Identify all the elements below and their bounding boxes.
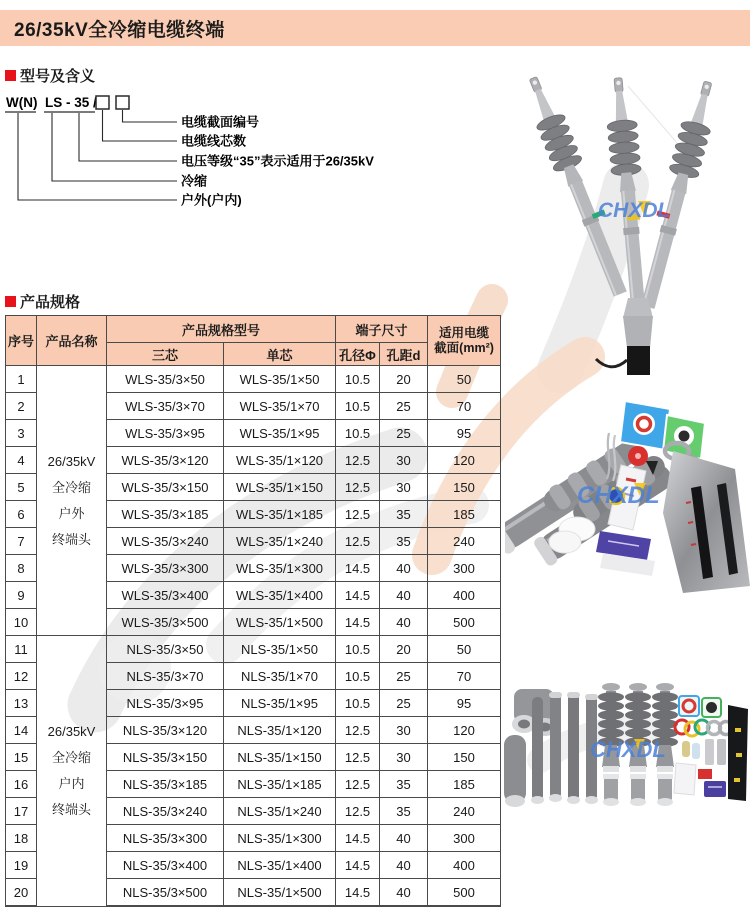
cell-hole-distance: 35 — [380, 501, 428, 528]
cell-hole-diameter: 14.5 — [336, 582, 380, 609]
cell-hole-diameter: 14.5 — [336, 555, 380, 582]
cell-index: 5 — [6, 474, 37, 501]
col-header-single-core: 单芯 — [224, 343, 336, 366]
brand-logo-watermark: CHXDL — [590, 737, 666, 762]
cell-three-core-model: NLS-35/3×50 — [107, 636, 224, 663]
cell-cable-section: 240 — [428, 798, 501, 825]
cell-single-core-model: WLS-35/1×185 — [224, 501, 336, 528]
cell-single-core-model: WLS-35/1×150 — [224, 474, 336, 501]
connector-line — [79, 113, 177, 161]
cell-three-core-model: NLS-35/3×70 — [107, 663, 224, 690]
col-header-section-line1: 适用电缆 — [439, 325, 490, 340]
slim-tubes — [531, 692, 598, 804]
model-label-3: 冷缩 — [181, 173, 208, 189]
cell-cable-section: 240 — [428, 528, 501, 555]
cell-three-core-model: NLS-35/3×120 — [107, 717, 224, 744]
cell-cable-section: 150 — [428, 744, 501, 771]
cell-cable-section: 500 — [428, 879, 501, 907]
cell-index: 11 — [6, 636, 37, 663]
cell-cable-section: 50 — [428, 636, 501, 663]
cell-index: 12 — [6, 663, 37, 690]
cell-three-core-model: WLS-35/3×500 — [107, 609, 224, 636]
cell-hole-diameter: 10.5 — [336, 690, 380, 717]
connector-line — [123, 110, 178, 122]
cell-hole-distance: 40 — [380, 582, 428, 609]
cell-hole-distance: 40 — [380, 825, 428, 852]
cell-index: 9 — [6, 582, 37, 609]
cell-three-core-model: WLS-35/3×150 — [107, 474, 224, 501]
cell-single-core-model: NLS-35/1×240 — [224, 798, 336, 825]
cell-hole-diameter: 12.5 — [336, 744, 380, 771]
col-header-name: 产品名称 — [37, 316, 107, 366]
cell-three-core-model: WLS-35/3×300 — [107, 555, 224, 582]
tape-roll-core — [679, 431, 690, 442]
cell-hole-diameter: 10.5 — [336, 663, 380, 690]
model-label-2: 电压等级“35”表示适用于26/35kV — [181, 153, 374, 169]
cell-hole-diameter: 12.5 — [336, 447, 380, 474]
cell-hole-diameter: 12.5 — [336, 528, 380, 555]
spec-section-title-text: 产品规格 — [20, 294, 81, 311]
coiled-tubes — [504, 689, 557, 807]
model-code-box1 — [96, 96, 109, 109]
cell-hole-distance: 30 — [380, 447, 428, 474]
product-name-cell: 26/35kV 全冷缩 户外 终端头 — [37, 366, 107, 636]
cell-three-core-model: NLS-35/3×95 — [107, 690, 224, 717]
cell-cable-section: 70 — [428, 663, 501, 690]
cell-hole-distance: 20 — [380, 366, 428, 393]
brand-logo-watermark: CHXDL — [598, 199, 671, 222]
cell-hole-distance: 25 — [380, 690, 428, 717]
cell-cable-section: 120 — [428, 717, 501, 744]
model-code-diagram — [0, 85, 520, 217]
cell-index: 3 — [6, 420, 37, 447]
cell-cable-section: 70 — [428, 393, 501, 420]
cell-hole-distance: 35 — [380, 528, 428, 555]
connector-line — [52, 113, 177, 181]
col-header-no: 序号 — [6, 316, 37, 366]
cell-index: 4 — [6, 447, 37, 474]
cell-hole-distance: 35 — [380, 771, 428, 798]
connector-line — [18, 113, 177, 200]
cell-three-core-model: WLS-35/3×400 — [107, 582, 224, 609]
cell-single-core-model: WLS-35/1×50 — [224, 366, 336, 393]
cell-single-core-model: NLS-35/1×50 — [224, 636, 336, 663]
cell-single-core-model: NLS-35/1×185 — [224, 771, 336, 798]
model-label-0: 电缆截面编号 — [181, 114, 260, 130]
spec-table-head — [6, 316, 501, 366]
model-code-box2 — [116, 96, 129, 109]
cell-single-core-model: WLS-35/1×120 — [224, 447, 336, 474]
cell-single-core-model: WLS-35/1×95 — [224, 420, 336, 447]
col-header-spec-group: 产品规格型号 — [107, 316, 336, 343]
model-section-title-text: 型号及含义 — [20, 68, 96, 85]
cell-single-core-model: NLS-35/1×400 — [224, 852, 336, 879]
cell-hole-distance: 20 — [380, 636, 428, 663]
cell-single-core-model: NLS-35/1×120 — [224, 717, 336, 744]
cell-hole-distance: 30 — [380, 744, 428, 771]
cell-hole-diameter: 10.5 — [336, 420, 380, 447]
cell-index: 7 — [6, 528, 37, 555]
cell-single-core-model: NLS-35/1×150 — [224, 744, 336, 771]
cell-cable-section: 150 — [428, 474, 501, 501]
ground-wire — [596, 359, 627, 367]
cell-index: 14 — [6, 717, 37, 744]
cell-single-core-model: WLS-35/1×240 — [224, 528, 336, 555]
spec-table — [5, 315, 501, 907]
cell-cable-section: 95 — [428, 690, 501, 717]
connector-line — [103, 110, 178, 141]
cell-index: 18 — [6, 825, 37, 852]
cell-three-core-model: NLS-35/3×400 — [107, 852, 224, 879]
model-section-title — [5, 65, 95, 86]
cell-three-core-model: NLS-35/3×185 — [107, 771, 224, 798]
brand-logo-watermark: CHXDL — [577, 482, 660, 509]
cell-cable-section: 400 — [428, 582, 501, 609]
col-header-three-core: 三芯 — [107, 343, 224, 366]
cell-index: 13 — [6, 690, 37, 717]
cell-hole-distance: 30 — [380, 717, 428, 744]
col-header-hole-dia: 孔径Φ — [336, 343, 380, 366]
cell-hole-distance: 35 — [380, 798, 428, 825]
cell-single-core-model: NLS-35/1×300 — [224, 825, 336, 852]
cell-hole-distance: 40 — [380, 555, 428, 582]
cell-index: 10 — [6, 609, 37, 636]
cell-hole-diameter: 14.5 — [336, 879, 380, 907]
model-code-mid: LS - 35 / — [45, 95, 97, 110]
cell-three-core-model: NLS-35/3×150 — [107, 744, 224, 771]
cell-single-core-model: NLS-35/1×70 — [224, 663, 336, 690]
cell-index: 20 — [6, 879, 37, 907]
cell-hole-distance: 30 — [380, 474, 428, 501]
cell-hole-diameter: 14.5 — [336, 825, 380, 852]
cell-hole-diameter: 10.5 — [336, 366, 380, 393]
cell-single-core-model: NLS-35/1×95 — [224, 690, 336, 717]
indoor-kit-photo — [498, 683, 750, 808]
cell-hole-distance: 25 — [380, 420, 428, 447]
page-title: 26/35kV全冷缩电缆终端 — [14, 19, 225, 41]
outdoor-termination-photo — [500, 70, 750, 375]
cell-index: 6 — [6, 501, 37, 528]
cell-hole-diameter: 14.5 — [336, 852, 380, 879]
cell-hole-distance: 25 — [380, 393, 428, 420]
model-label-1: 电缆线芯数 — [181, 133, 247, 149]
box-print — [626, 479, 636, 481]
table-row — [6, 366, 501, 393]
cell-index: 17 — [6, 798, 37, 825]
cell-three-core-model: WLS-35/3×50 — [107, 366, 224, 393]
cell-hole-diameter: 10.5 — [336, 393, 380, 420]
cell-three-core-model: NLS-35/3×300 — [107, 825, 224, 852]
cell-hole-diameter: 12.5 — [336, 501, 380, 528]
cell-three-core-model: NLS-35/3×240 — [107, 798, 224, 825]
red-tape-hole — [635, 453, 641, 459]
cell-hole-diameter: 12.5 — [336, 771, 380, 798]
cell-single-core-model: WLS-35/1×500 — [224, 609, 336, 636]
cell-hole-diameter: 14.5 — [336, 609, 380, 636]
cell-three-core-model: WLS-35/3×120 — [107, 447, 224, 474]
cell-index: 16 — [6, 771, 37, 798]
cell-hole-diameter: 12.5 — [336, 798, 380, 825]
cell-cable-section: 400 — [428, 852, 501, 879]
cable-jacket — [627, 346, 650, 375]
cell-hole-diameter: 10.5 — [336, 636, 380, 663]
gloves — [549, 531, 581, 553]
cell-cable-section: 50 — [428, 366, 501, 393]
red-square-icon — [5, 70, 16, 81]
cell-hole-diameter: 12.5 — [336, 717, 380, 744]
cell-single-core-model: WLS-35/1×300 — [224, 555, 336, 582]
spec-section-title — [5, 291, 80, 312]
col-header-terminal-group: 端子尺寸 — [336, 316, 428, 343]
cell-hole-diameter: 12.5 — [336, 474, 380, 501]
cell-hole-distance: 40 — [380, 879, 428, 907]
breakout-boot-body — [623, 316, 653, 348]
cell-index: 8 — [6, 555, 37, 582]
cell-index: 19 — [6, 852, 37, 879]
cell-three-core-model: WLS-35/3×240 — [107, 528, 224, 555]
cell-single-core-model: NLS-35/1×500 — [224, 879, 336, 907]
accessory-kit-photo — [505, 393, 750, 598]
cell-hole-distance: 40 — [380, 609, 428, 636]
cell-index: 1 — [6, 366, 37, 393]
cell-cable-section: 185 — [428, 771, 501, 798]
spec-table-body — [6, 366, 501, 907]
cell-single-core-model: WLS-35/1×400 — [224, 582, 336, 609]
red-square-icon — [5, 296, 16, 307]
cell-three-core-model: WLS-35/3×185 — [107, 501, 224, 528]
cell-index: 2 — [6, 393, 37, 420]
cell-cable-section: 95 — [428, 420, 501, 447]
model-code-prefix: W(N) — [6, 95, 38, 110]
table-row — [6, 636, 501, 663]
breakout-boot — [623, 298, 653, 318]
cell-cable-section: 500 — [428, 609, 501, 636]
cell-three-core-model: WLS-35/3×95 — [107, 420, 224, 447]
cell-single-core-model: WLS-35/1×70 — [224, 393, 336, 420]
col-header-section — [428, 316, 501, 366]
right-branch — [633, 78, 722, 311]
cell-cable-section: 300 — [428, 825, 501, 852]
col-header-hole-dist: 孔距d — [380, 343, 428, 366]
cell-index: 15 — [6, 744, 37, 771]
cell-hole-distance: 25 — [380, 663, 428, 690]
cell-hole-distance: 40 — [380, 852, 428, 879]
cell-cable-section: 120 — [428, 447, 501, 474]
kit-accessories — [674, 696, 748, 801]
page-title-band — [0, 10, 750, 46]
cell-cable-section: 185 — [428, 501, 501, 528]
col-header-section-line2: 截面(mm²) — [434, 340, 494, 355]
model-label-4: 户外(户内) — [181, 192, 242, 208]
product-name-cell: 26/35kV 全冷缩 户内 终端头 — [37, 636, 107, 907]
cell-cable-section: 300 — [428, 555, 501, 582]
cell-three-core-model: NLS-35/3×500 — [107, 879, 224, 907]
cell-three-core-model: WLS-35/3×70 — [107, 393, 224, 420]
